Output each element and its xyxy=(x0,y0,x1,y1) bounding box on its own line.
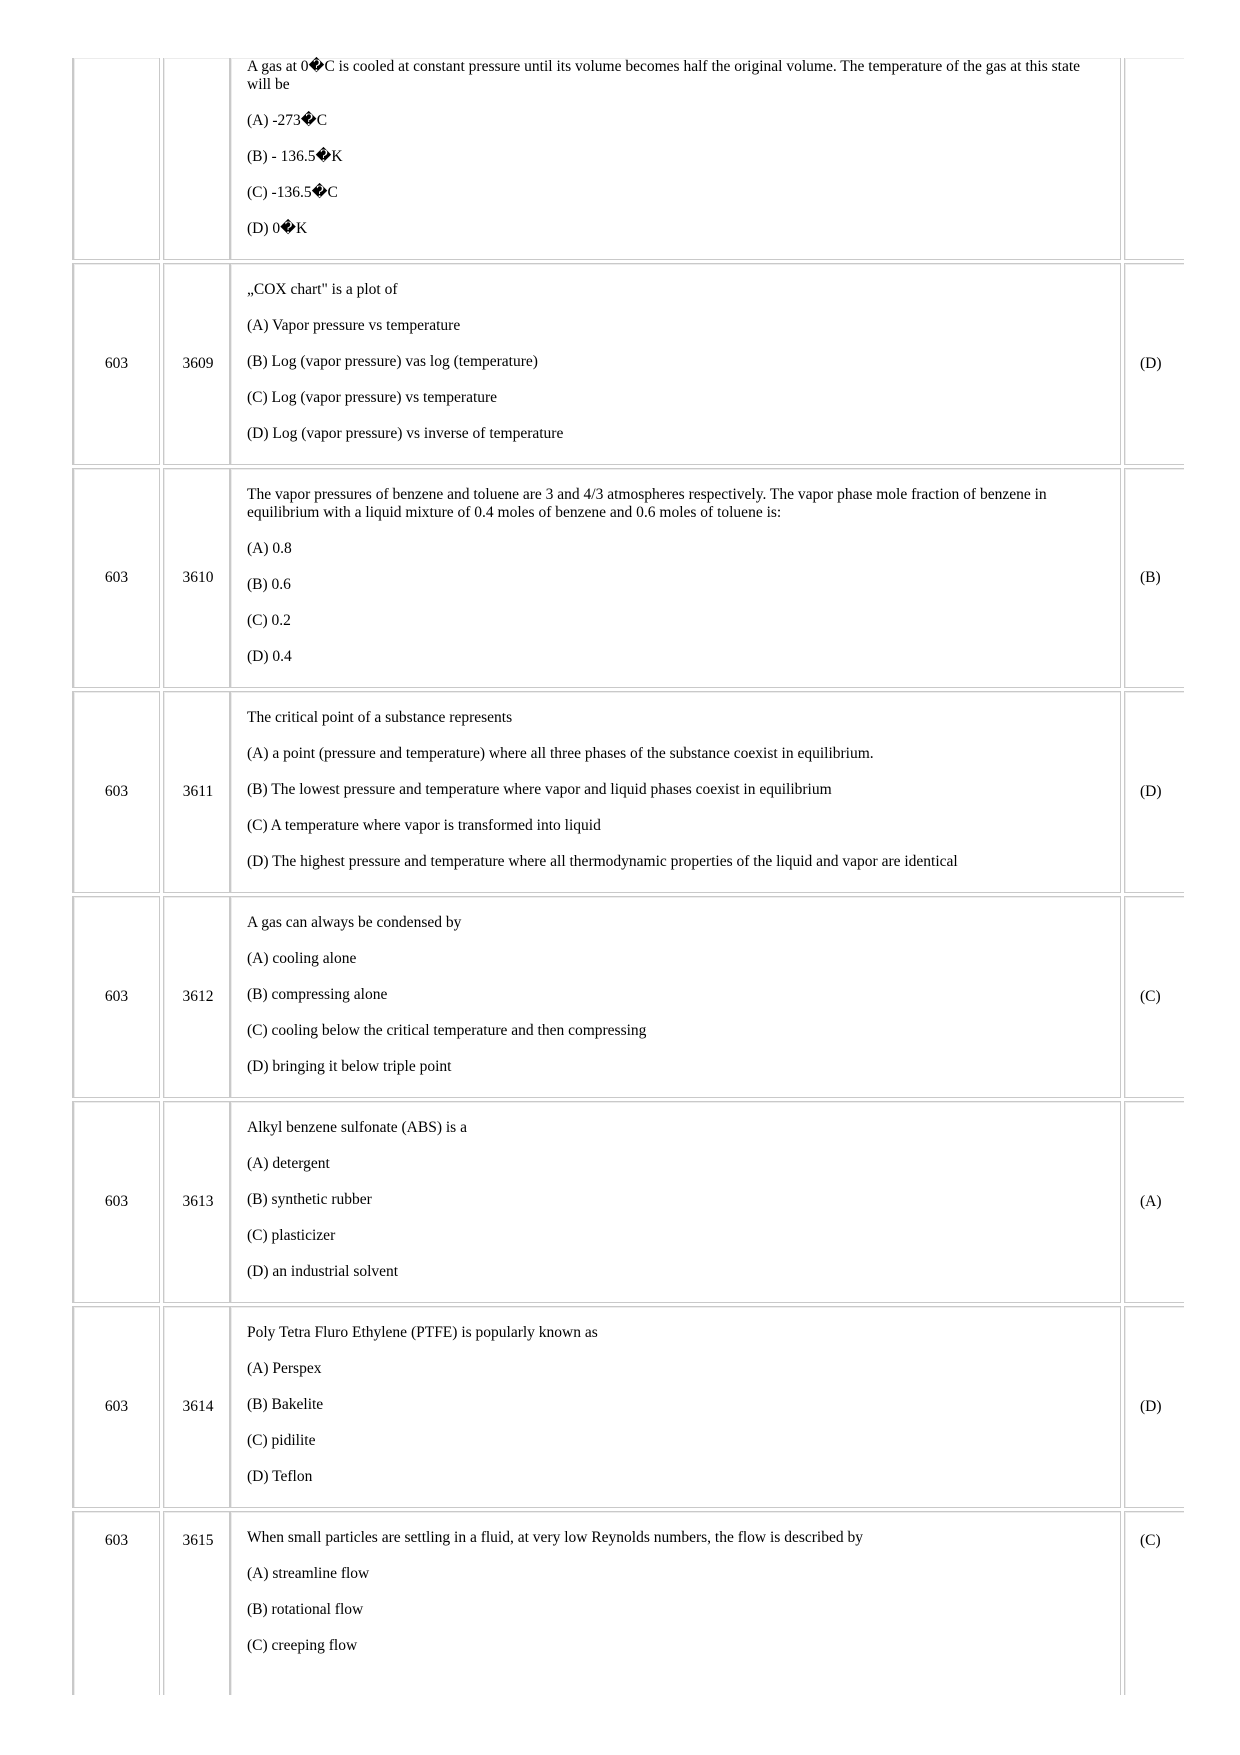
answer-cell xyxy=(1124,468,1184,688)
answer-value: (B) xyxy=(1140,569,1161,586)
option-c: (C) Log (vapor pressure) vs temperature xyxy=(247,389,498,406)
code-value: 603 xyxy=(104,355,129,372)
answer-cell xyxy=(1124,1101,1184,1303)
option-b: (B) rotational flow xyxy=(247,1601,364,1618)
question-text: „COX chart" is a plot of xyxy=(247,281,398,298)
question-text: Poly Tetra Fluro Ethylene (PTFE) is popularly known as xyxy=(247,1324,598,1341)
answer-cell xyxy=(1124,58,1184,260)
option-a: (A) a point (pressure and temperature) where all three phases of the substance coexist in equilibrium. xyxy=(247,745,874,762)
option-b: (B) Bakelite xyxy=(247,1396,324,1413)
option-c: (C) plasticizer xyxy=(247,1227,336,1244)
code-cell xyxy=(72,1306,160,1508)
answer-cell xyxy=(1124,1306,1184,1508)
question-content xyxy=(230,1101,1121,1303)
option-b: (B) 0.6 xyxy=(247,576,291,593)
option-d: (D) Teflon xyxy=(247,1468,313,1485)
option-c: (C) -136.5�C xyxy=(247,184,338,201)
option-d: (D) The highest pressure and temperature where all thermodynamic properties of the liquid and vapor are identical xyxy=(247,853,958,870)
code-value: 603 xyxy=(104,988,129,1005)
qno-cell xyxy=(163,691,230,893)
option-b: (B) - 136.5�K xyxy=(247,148,343,165)
code-cell xyxy=(72,691,160,893)
option-c: (C) creeping flow xyxy=(247,1637,358,1654)
answer-value: (C) xyxy=(1140,1532,1161,1549)
option-c: (C) 0.2 xyxy=(247,612,291,629)
answer-cell xyxy=(1124,691,1184,893)
qno-value: 3615 xyxy=(182,1532,214,1549)
table-row xyxy=(72,58,1176,260)
qno-value: 3611 xyxy=(182,783,214,800)
question-content xyxy=(230,58,1121,260)
answer-value: (C) xyxy=(1140,988,1161,1005)
answer-value: (D) xyxy=(1140,1398,1162,1415)
option-d: (D) an industrial solvent xyxy=(247,1263,399,1280)
option-d: (D) 0�K xyxy=(247,220,308,237)
qno-cell xyxy=(163,896,230,1098)
answer-cell xyxy=(1124,263,1184,465)
option-a: (A) Vapor pressure vs temperature xyxy=(247,317,461,334)
option-d: (D) 0.4 xyxy=(247,648,292,665)
code-cell xyxy=(72,1511,160,1695)
option-a: (A) streamline flow xyxy=(247,1565,370,1582)
option-a: (A) 0.8 xyxy=(247,540,292,557)
answer-cell xyxy=(1124,896,1184,1098)
option-c: (C) pidilite xyxy=(247,1432,316,1449)
code-value: 603 xyxy=(104,1532,129,1549)
question-content xyxy=(230,1511,1121,1695)
code-cell xyxy=(72,468,160,688)
qno-cell xyxy=(163,1101,230,1303)
code-cell xyxy=(72,896,160,1098)
table-row xyxy=(72,691,1176,893)
code-value: 603 xyxy=(104,569,129,586)
question-text: The critical point of a substance represents xyxy=(247,709,513,726)
option-a: (A) -273�C xyxy=(247,112,328,129)
qno-value: 3609 xyxy=(182,355,214,372)
option-c: (C) cooling below the critical temperature and then compressing xyxy=(247,1022,647,1039)
qno-cell xyxy=(163,58,230,260)
qno-value: 3614 xyxy=(182,1398,214,1415)
option-d: (D) Log (vapor pressure) vs inverse of temperature xyxy=(247,425,564,442)
code-value: 603 xyxy=(104,783,129,800)
option-b: (B) The lowest pressure and temperature where vapor and liquid phases coexist in equilibrium xyxy=(247,781,832,798)
table-row xyxy=(72,1101,1176,1303)
option-b: (B) synthetic rubber xyxy=(247,1191,372,1208)
question-text: A gas at 0�C is cooled at constant pressure until its volume becomes half the original volume. The temperature of the gas at this state will be xyxy=(247,58,1081,93)
question-content xyxy=(230,468,1121,688)
code-value: 603 xyxy=(104,1193,129,1210)
qno-value: 3610 xyxy=(182,569,214,586)
code-value: 603 xyxy=(104,1398,129,1415)
question-text: The vapor pressures of benzene and toluene are 3 and 4/3 atmospheres respectively. The vapor phase mole fraction of benzene in equilibrium with a liquid mixture of 0.4 moles of benzene and 0.6 moles of toluene is: xyxy=(247,486,1047,521)
option-b: (B) compressing alone xyxy=(247,986,388,1003)
question-text: When small particles are settling in a fluid, at very low Reynolds numbers, the flow is described by xyxy=(247,1529,863,1546)
question-content xyxy=(230,896,1121,1098)
answer-value: (D) xyxy=(1140,783,1162,800)
qno-cell xyxy=(163,263,230,465)
question-content xyxy=(230,1306,1121,1508)
option-b: (B) Log (vapor pressure) vas log (temperature) xyxy=(247,353,538,370)
qno-value: 3612 xyxy=(182,988,214,1005)
answer-value: (A) xyxy=(1140,1193,1162,1210)
table-row xyxy=(72,896,1176,1098)
table-row xyxy=(72,1306,1176,1508)
table-row xyxy=(72,1511,1176,1695)
question-text: A gas can always be condensed by xyxy=(247,914,462,931)
table-row xyxy=(72,468,1176,688)
question-content xyxy=(230,263,1121,465)
question-table xyxy=(72,58,1176,1698)
answer-value: (D) xyxy=(1140,355,1162,372)
option-a: (A) Perspex xyxy=(247,1360,322,1377)
option-d: (D) bringing it below triple point xyxy=(247,1058,452,1075)
code-cell xyxy=(72,1101,160,1303)
code-cell xyxy=(72,58,160,260)
option-c: (C) A temperature where vapor is transformed into liquid xyxy=(247,817,601,834)
code-cell xyxy=(72,263,160,465)
qno-value: 3613 xyxy=(182,1193,214,1210)
qno-cell xyxy=(163,1306,230,1508)
question-text: Alkyl benzene sulfonate (ABS) is a xyxy=(247,1119,467,1136)
question-content xyxy=(230,691,1121,893)
qno-cell xyxy=(163,468,230,688)
option-a: (A) cooling alone xyxy=(247,950,357,967)
answer-cell xyxy=(1124,1511,1184,1695)
table-row xyxy=(72,263,1176,465)
option-a: (A) detergent xyxy=(247,1155,330,1172)
qno-cell xyxy=(163,1511,230,1695)
